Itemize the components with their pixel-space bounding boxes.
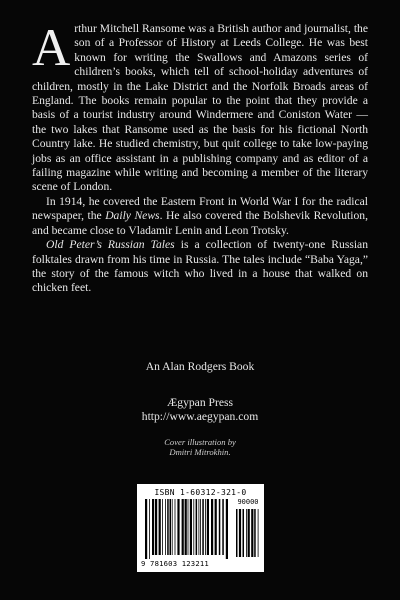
publisher-block (0, 396, 400, 425)
barcode-bar (149, 499, 150, 559)
back-cover-blurb (32, 19, 369, 296)
barcode-bar (152, 499, 154, 555)
barcode-bar (248, 509, 250, 557)
publisher-name: Ægypan Press (166, 396, 234, 409)
bio-text: rthur Mitchell Ransome was a British author and journalist, the son of a Professor of History at Leeds College. He was best known for writing the Swallows and Amazons series of children’s books, which tell of school-holiday adventures of children, mostly in the Lake District and the Norfolk Broads areas of England. The books remain popular to the point that they provide a basis of a tourist industry around Windermere and Coniston Water — the two lakes that Ransome used as the basis for his fictional North Country lake. He studied chemistry, but quit college to take low-paying jobs as an office assistant in a publishing company and as editor of a failing magazine while writing and becoming a member of the literary scene of London. (32, 22, 368, 194)
credit-line-2: Dmitri Mitrokhin. (169, 447, 231, 457)
cover-credit (0, 437, 400, 457)
barcode-bar (236, 509, 238, 557)
series-imprint: An Alan Rodgers Book (145, 360, 255, 373)
book-description: is a collection of twenty-one Russian folktales drawn from his time in Russia. The tales include “Baba Yaga,” the story of the famous witch who lived in a house that walked on chicken feet. (32, 238, 369, 295)
barcode-bar (172, 499, 173, 555)
barcode-bar (243, 509, 245, 557)
barcode-bar (207, 499, 209, 555)
barcode-bar (162, 499, 163, 555)
addon-digits: 90000 (237, 498, 259, 506)
barcode-bar (182, 499, 184, 555)
barcode-bar (254, 509, 256, 557)
book-title: Old Peter’s Russian Tales (46, 238, 175, 252)
newspaper-title: Daily News (105, 209, 160, 223)
barcode-bar (239, 509, 241, 557)
barcode-bar (258, 509, 259, 557)
barcode-bar (202, 499, 204, 555)
barcode-bar (205, 499, 206, 555)
barcode-bar (215, 499, 217, 555)
barcode-bar (196, 499, 198, 555)
barcode-bar (188, 499, 189, 555)
barcode-bar (165, 499, 166, 555)
barcode-bar (222, 499, 224, 555)
addon-bars (236, 509, 259, 557)
barcode-bar (199, 499, 200, 555)
barcode-bar (170, 499, 172, 555)
barcode-bar (190, 499, 192, 555)
barcode-bar (200, 499, 201, 555)
barcode-bar (185, 499, 187, 555)
barcode-bar (155, 499, 157, 555)
barcode-bars (137, 497, 264, 559)
barcode-bar (167, 499, 169, 555)
barcode-bar (159, 499, 161, 555)
barcode-bar (226, 499, 228, 559)
barcode-bar (145, 499, 147, 559)
credit-line-1: Cover illustration by (164, 437, 236, 447)
blurb-paragraph-book (32, 238, 368, 296)
blurb-paragraph-bio (32, 19, 368, 195)
barcode-bar (246, 509, 247, 557)
isbn-barcode (137, 484, 264, 572)
barcode-bar (251, 509, 253, 557)
barcode-bar (219, 499, 221, 555)
publisher-url: http://www.aegypan.com (141, 410, 259, 424)
ean-bars (145, 499, 228, 559)
isbn-label: ISBN 1-60312-321-0 (154, 488, 247, 497)
barcode-bar (193, 499, 194, 555)
barcode-bar (211, 499, 213, 555)
war-text-end: . He also covered the Bolshevik Revolution, and became close to Vladamir Lenin and Leon Trotsky. (32, 209, 368, 237)
blurb-paragraph-war (32, 195, 368, 238)
war-text-start: In 1914, he covered the Eastern Front in World War I for the radical newspaper, the (32, 194, 368, 223)
barcode-bar (175, 499, 176, 555)
drop-cap: A (32, 19, 71, 77)
ean-digits: 9 781603 123211 (141, 559, 209, 568)
barcode-bar (177, 499, 179, 555)
